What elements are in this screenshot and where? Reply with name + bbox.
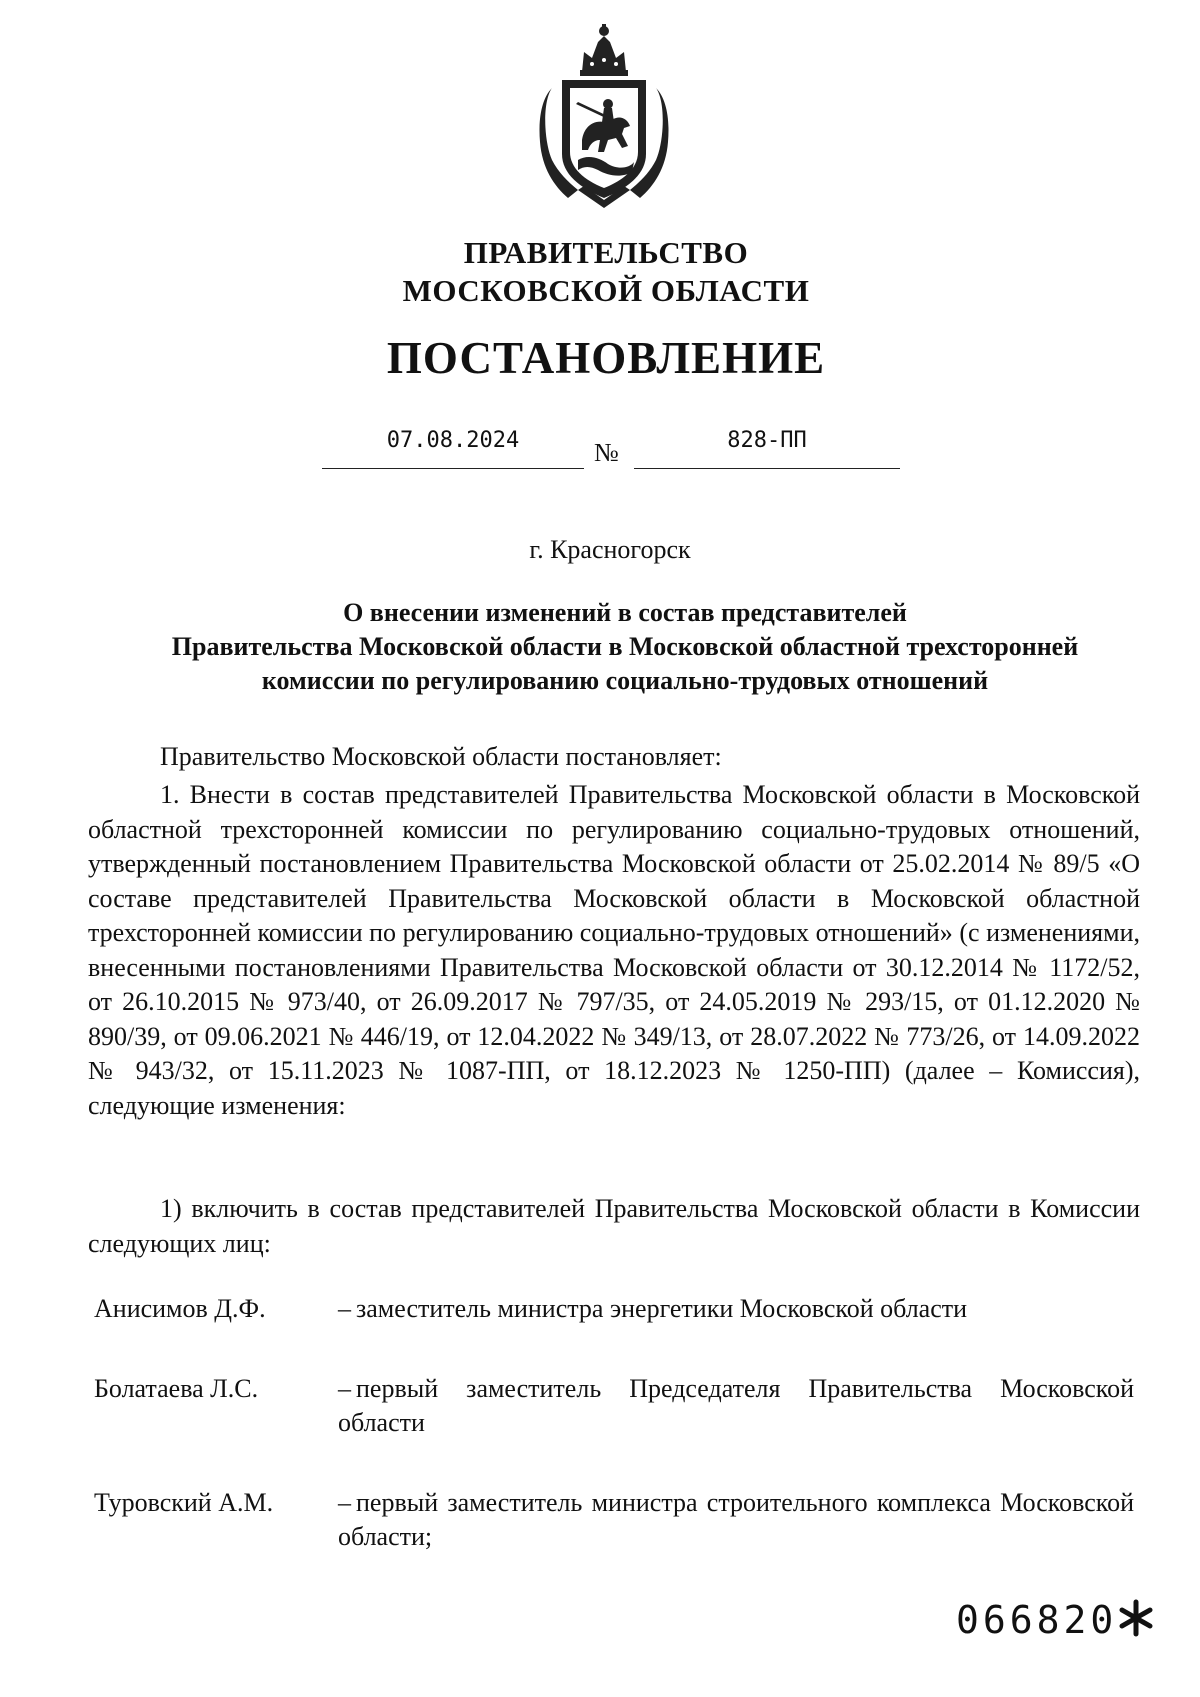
person-role xyxy=(338,1292,1134,1326)
decree-number: 828-ПП xyxy=(634,426,900,469)
subject-line: Правительства Московской области в Московской областной трехсторонней xyxy=(171,632,1079,661)
person-name: Туровский А.М. xyxy=(94,1488,274,1517)
city-name: г. Красногорск xyxy=(529,535,691,564)
persons-list xyxy=(94,1292,1134,1600)
number-sign: № xyxy=(594,438,619,467)
form-serial-number: 066820 xyxy=(956,1598,1118,1642)
role-text: первый заместитель министра строительного комплекса Московской области; xyxy=(338,1488,1134,1551)
registration-row xyxy=(322,426,902,476)
person-name: Анисимов Д.Ф. xyxy=(94,1294,266,1323)
person-row xyxy=(94,1372,1134,1440)
clause-1-paragraph: 1. Внести в состав представителей Правительства Московской области в Московской областной трехсторонней комиссии по регулированию социально-трудовых отношений, утвержденный постановлением Правительства Московской области от 25.02.2014 № 89/5 «О составе представителей Правительства Московской области в Московской областной трехсторонней комиссии по регулированию социально-трудовых отношений» (с изменениями, внесенными постановлениями Правительства Московской области от 30.12.2014 № 1172/52, от 26.10.2015 № 973/40, от 26.09.2017 № 797/35, от 24.05.2019 № 293/15, от 01.12.2020 № 890/39, от 09.06.2021 № 446/19, от 12.04.2022 № 349/13, от 28.07.2022 № 773/26, от 14.09.2022 № 943/32, от 15.11.2023 № 1087-ПП, от 18.12.2023 № 1250-ПП) (далее – Комиссия), следующие изменения: xyxy=(88,780,1140,1120)
government-title-line2: МОСКОВСКОЙ ОБЛАСТИ xyxy=(402,273,810,308)
person-name: Болатаева Л.С. xyxy=(94,1374,259,1403)
subject-line: О внесении изменений в состав представителей xyxy=(343,598,907,627)
government-title-line1: ПРАВИТЕЛЬСТВО xyxy=(463,235,749,270)
role-text: первый заместитель Председателя Правительства Московской области xyxy=(338,1374,1134,1437)
person-role xyxy=(338,1372,1134,1440)
asterisk-icon xyxy=(1116,1598,1156,1638)
subject-line: комиссии по регулированию социально-трудовых отношений xyxy=(261,666,989,695)
subclause-1-paragraph: 1) включить в состав представителей Правительства Московской области в Комиссии следующих лиц: xyxy=(88,1194,1140,1258)
intro-paragraph: Правительство Московской области постановляет: xyxy=(160,742,722,771)
decree-date: 07.08.2024 xyxy=(322,426,584,469)
role-dash: – xyxy=(338,1294,351,1323)
person-role xyxy=(338,1486,1134,1554)
decree-subject xyxy=(90,596,1160,698)
person-row xyxy=(94,1486,1134,1554)
document-type-title: ПОСТАНОВЛЕНИЕ xyxy=(386,333,826,383)
coat-of-arms-icon xyxy=(538,22,670,210)
role-dash: – xyxy=(338,1374,351,1403)
role-text: заместитель министра энергетики Московской области xyxy=(356,1294,968,1323)
role-dash: – xyxy=(338,1488,351,1517)
person-row xyxy=(94,1292,1134,1326)
